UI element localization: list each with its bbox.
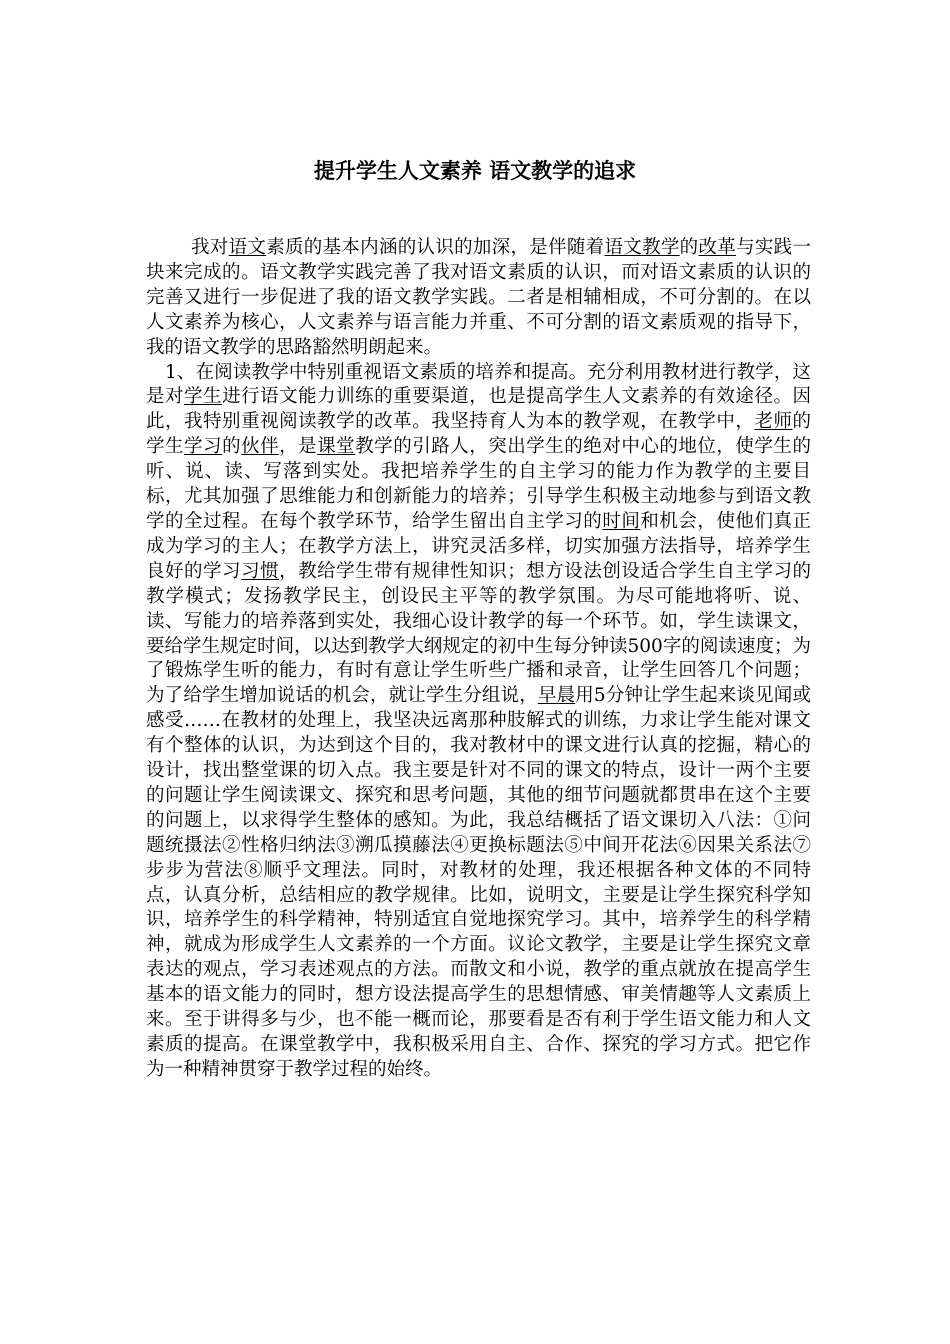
keyword-link[interactable]: 改革	[698, 237, 737, 258]
keyword-link[interactable]: 语文	[228, 237, 267, 258]
keyword-link[interactable]: 语文教学	[604, 237, 680, 258]
paragraph-text: ，教给学生带有规律性知识；想方设法创设适合学生自主学习的教学模式；发扬教学民主，创设民主平等的教学氛围。为尽可能地将听、说、读、写能力的培养落到实处，我细心设计教学的每一个环节。如，学生读课文，要给学生规定时间，以达到教学大纲规定的初中生每分钟读500字的阅读速度；为了锻炼学生听的能力，有时有意让学生听些广播和录音，让学生回答几个问题；为了给学生增加说话的机会，就让学生分组说，	[146, 560, 811, 707]
paragraph-text: 的	[679, 237, 699, 258]
document-title: 提升学生人文素养 语文教学的追求	[313, 159, 637, 183]
keyword-link[interactable]: 伙伴	[241, 436, 280, 458]
keyword-link[interactable]: 早晨	[537, 685, 576, 707]
paragraph-text: 我对	[191, 237, 229, 258]
document-body	[146, 236, 811, 1083]
paragraph-text: 教学的引路人，突出学生的绝对中心的地位，使学生的听、说、读、写落到实处。我把培养学生的自主学习的能力作为教学的主要目标，尤其加强了思维能力和创新能力的培养；引导学生积极主动地参与到语文教学的全过程。在每个教学环节，给学生留出自主学习的	[146, 436, 811, 532]
paragraph-text: 1、在阅读教学中特别重视语文素质的培养和提高。充分利用教材进行教学，这是对	[146, 361, 811, 408]
paragraph-text: 进行语文能力训练的重要渠道，也是提高学生人文素养的有效途径。因此，我特别重视阅读教学的改革。我坚持育人为本的教学观，在教学中，	[146, 386, 811, 433]
paragraph-text: 的学生	[146, 411, 811, 458]
keyword-link[interactable]: 习惯	[241, 560, 280, 582]
keyword-link[interactable]: 课堂	[317, 436, 356, 458]
keyword-link[interactable]: 学生	[184, 386, 223, 408]
paragraph-intro	[146, 236, 811, 361]
paragraph-text: 用5分钟让学生起来谈见闻或感受……在教材的处理上，我坚决远离那种肢解式的训练，力求让学生能对课文有个整体的认识，为达到这个目的，我对教材中的课文进行认真的挖掘，精心的设计，找出整堂课的切入点。我主要是针对不同的课文的特点，设计一两个主要的问题让学生阅读课文、探究和思考问题，其他的细节问题就都贯串在这个主要的问题上，以求得学生整体的感知。为此，我总结概括了语文课切入八法：①问题统摄法②性格归纳法③溯瓜摸藤法④更换标题法⑤中间开花法⑥因果关系法⑦步步为营法⑧顺乎文理法。同时，对教材的处理，我还根据各种文体的不同特点，认真分析，总结相应的教学规律。比如，说明文，主要是让学生探究科学知识，培养学生的科学精神，特别适宜自觉地探究学习。其中，培养学生的科学精神，就成为形成学生人文素养的一个方面。议论文教学，主要是让学生探究文章表达的观点，学习表述观点的方法。而散文和小说，教学的重点就放在提高学生基本的语文能力的同时，想方设法提高学生的思想情感、审美情趣等人文素质上来。至于讲得多与少，也不能一概而论，那要看是否有利于学生语文能力和人文素质的提高。在课堂教学中，我积极采用自主、合作、探究的学习方式。把它作为一种精神贯穿于教学过程的始终。	[146, 685, 811, 1080]
paragraph-text: 和机会，使他们真正成为学习的主人；在教学方法上，讲究灵活多样，切实加强方法指导，培养学生良好的学习	[146, 510, 811, 582]
paragraph-text: ，是	[279, 436, 318, 458]
paragraph-reading-teaching	[146, 361, 811, 1083]
paragraph-text: 的	[222, 436, 242, 458]
paragraph-text: 素质的基本内涵的认识的加深，是伴随着	[266, 237, 605, 258]
keyword-link[interactable]: 时间	[602, 510, 641, 532]
keyword-link[interactable]: 老师	[754, 411, 793, 433]
keyword-link[interactable]: 学习	[184, 436, 223, 458]
paragraph-text: 与实践一块来完成的。语文教学实践完善了我对语文素质的认识，而对语文素质的认识的完善又进行一步促进了我的语文教学实践。二者是相辅相成，不可分割的。在以人文素养为核心，人文素养与语言能力并重、不可分割的语文素质观的指导下，我的语文教学的思路豁然明朗起来。	[146, 237, 811, 358]
